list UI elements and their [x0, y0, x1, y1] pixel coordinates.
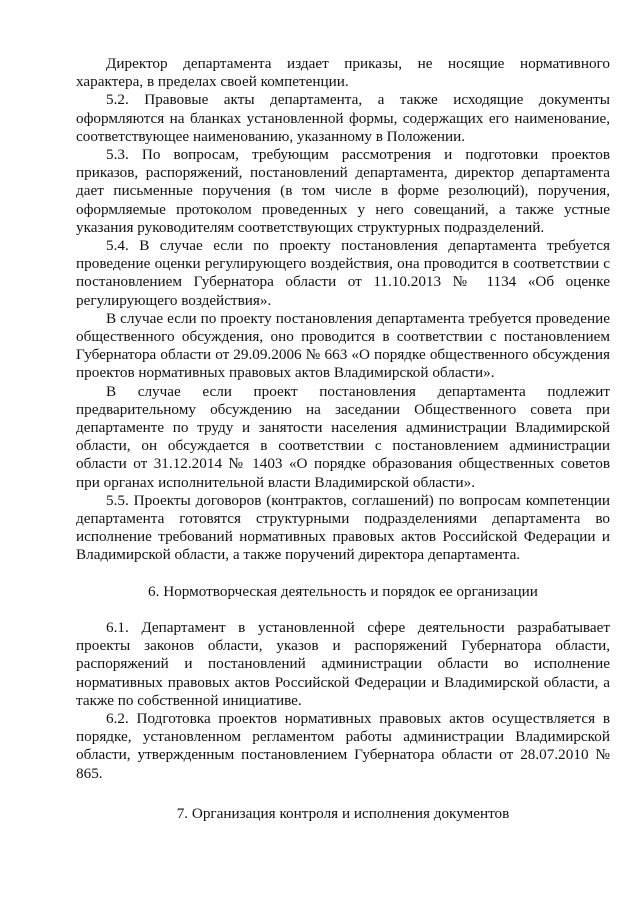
- paragraph-public-discussion: В случае если по проекту постановления департамента требуется проведение общественного обсуждения, оно проводится в соответствии с постановлением Губернатора области от 29.09.2006 № 663 «О порядке общественного обсуждения проектов нормативных правовых актов Владимирской области».: [76, 309, 610, 382]
- section-6-heading: 6. Нормотворческая деятельность и порядок ее организации: [148, 582, 538, 600]
- paragraph-director-orders: Директор департамента издает приказы, не носящие нормативного характера, в пределах своей компетенции.: [76, 55, 610, 91]
- document-page: [76, 55, 610, 823]
- paragraph-6-1: 6.1. Департамент в установленной сфере деятельности разрабатывает проекты законов области, указов и распоряжений Губернатора области, распоряжений и постановлений администрации области во исполнение нормативных правовых актов Российской Федерации и Владимирской области, а также по собственной инициативе.: [76, 618, 610, 709]
- section-7-heading: 7. Организация контроля и исполнения документов: [176, 804, 510, 822]
- paragraph-public-council: В случае если проект постановления департамента подлежит предварительному обсуждению на заседании Общественного совета при департаменте по труду и занятости населения администрации Владимирской области, он обсуждается в соответствии с постановлением администрации области от 31.12.2014 № 1403 «О порядке образования общественных советов при органах исполнительной власти Владимирской области».: [76, 382, 610, 491]
- paragraph-5-3: 5.3. По вопросам, требующим рассмотрения и подготовки проектов приказов, распоряжений, постановлений департамента, директор департамента дает письменные поручения (в том числе в форме резолюций), поручения, оформляемые протоколом проведенных у него совещаний, а также устные указания руководителям соответствующих структурных подразделений.: [76, 146, 610, 236]
- paragraph-5-5: 5.5. Проекты договоров (контрактов, соглашений) по вопросам компетенции департамента готовятся структурными подразделениями департамента во исполнение требований нормативных правовых актов Российской Федерации и Владимирской области, а также поручений директора департамента.: [76, 491, 610, 564]
- paragraph-5-2: 5.2. Правовые акты департамента, а также исходящие документы оформляются на бланках установленной формы, содержащих его наименование, соответствующее наименованию, указанному в Положении.: [76, 91, 610, 145]
- paragraph-5-4: 5.4. В случае если по проекту постановления департамента требуется проведение оценки регулирующего воздействия, она проводится в соответствии с постановлением Губернатора области от 11.10.2013 № 1134 «Об оценке регулирующего воздействия».: [76, 237, 610, 309]
- paragraph-6-2: 6.2. Подготовка проектов нормативных правовых актов осуществляется в порядке, установленном регламентом работы администрации Владимирской области, утвержденным постановлением Губернатора области от 28.07.2010 № 865.: [76, 709, 610, 782]
